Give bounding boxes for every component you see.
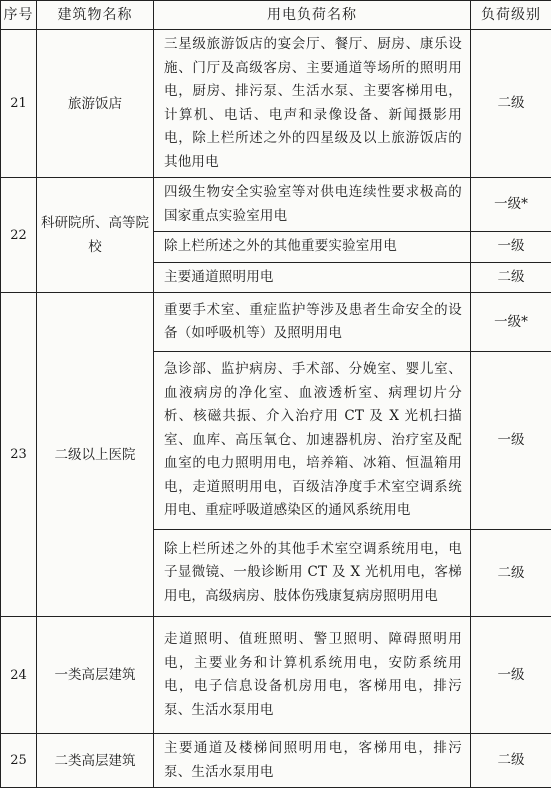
load-description: 走道照明、值班照明、警卫照明、障碍照明用电，主要业务和计算机系统用电，安防系统用电，电子信息设备机房用电，客梯用电，排污泵、生活水泵用电 [154, 617, 471, 734]
table-row [1, 617, 551, 734]
load-description: 除上栏所述之外的其他重要实验室用电 [154, 232, 471, 263]
header-building: 建筑物名称 [37, 1, 154, 30]
load-level: 一级* [471, 178, 551, 232]
row-number: 21 [1, 30, 37, 178]
row-number: 22 [1, 178, 37, 293]
header-level: 负荷级别 [471, 1, 551, 30]
load-level: 一级 [471, 352, 551, 530]
load-level: 二级 [471, 262, 551, 293]
table-row [1, 178, 551, 232]
load-description: 三星级旅游饭店的宴会厅、餐厅、厨房、康乐设施、门厅及高级客房、主要通道等场所的照明用电，厨房、排污泵、生活水泵、主要客梯用电，计算机、电话、电声和录像设备、新闻摄影用电，除上栏所述之外的四星级及以上旅游饭店的其他用电 [154, 30, 471, 178]
row-number: 25 [1, 734, 37, 788]
building-name: 旅游饭店 [37, 30, 154, 178]
load-description: 四级生物安全实验室等对供电连续性要求极高的国家重点实验室用电 [154, 178, 471, 232]
header-no: 序号 [1, 1, 37, 30]
table-row [1, 293, 551, 352]
table-header-row [1, 1, 551, 30]
load-level: 二级 [471, 530, 551, 617]
load-description: 主要通道照明用电 [154, 262, 471, 293]
table-row [1, 30, 551, 178]
table-row [1, 734, 551, 788]
load-level: 一级 [471, 232, 551, 263]
building-name: 科研院所、高等院校 [37, 178, 154, 293]
load-description: 急诊部、监护病房、手术部、分娩室、婴儿室、血液病房的净化室、血液透析室、病理切片分析、核磁共振、介入治疗用 CT 及 X 光机扫描室、血库、高压氧仓、加速器机房、治疗室及配血室的电力照明用电，培养箱、冰箱、恒温箱用电，走道照明用电，百级洁净度手术室空调系统用电、重症呼吸道感染区的通风系统用电 [154, 352, 471, 530]
load-level: 一级* [471, 293, 551, 352]
row-number: 24 [1, 617, 37, 734]
load-description: 主要通道及楼梯间照明用电，客梯用电，排污泵、生活水泵用电 [154, 734, 471, 788]
row-number: 23 [1, 293, 37, 617]
load-description: 重要手术室、重症监护等涉及患者生命安全的设备（如呼吸机等）及照明用电 [154, 293, 471, 352]
load-level: 二级 [471, 30, 551, 178]
load-level: 一级 [471, 617, 551, 734]
building-name: 二类高层建筑 [37, 734, 154, 788]
load-description: 除上栏所述之外的其他手术室空调系统用电，电子显微镜、一般诊断用 CT 及 X 光机用电，客梯用电，高级病房、肢体伤残康复病房照明用电 [154, 530, 471, 617]
building-name: 二级以上医院 [37, 293, 154, 617]
load-level: 二级 [471, 734, 551, 788]
building-name: 一类高层建筑 [37, 617, 154, 734]
header-load: 用电负荷名称 [154, 1, 471, 30]
